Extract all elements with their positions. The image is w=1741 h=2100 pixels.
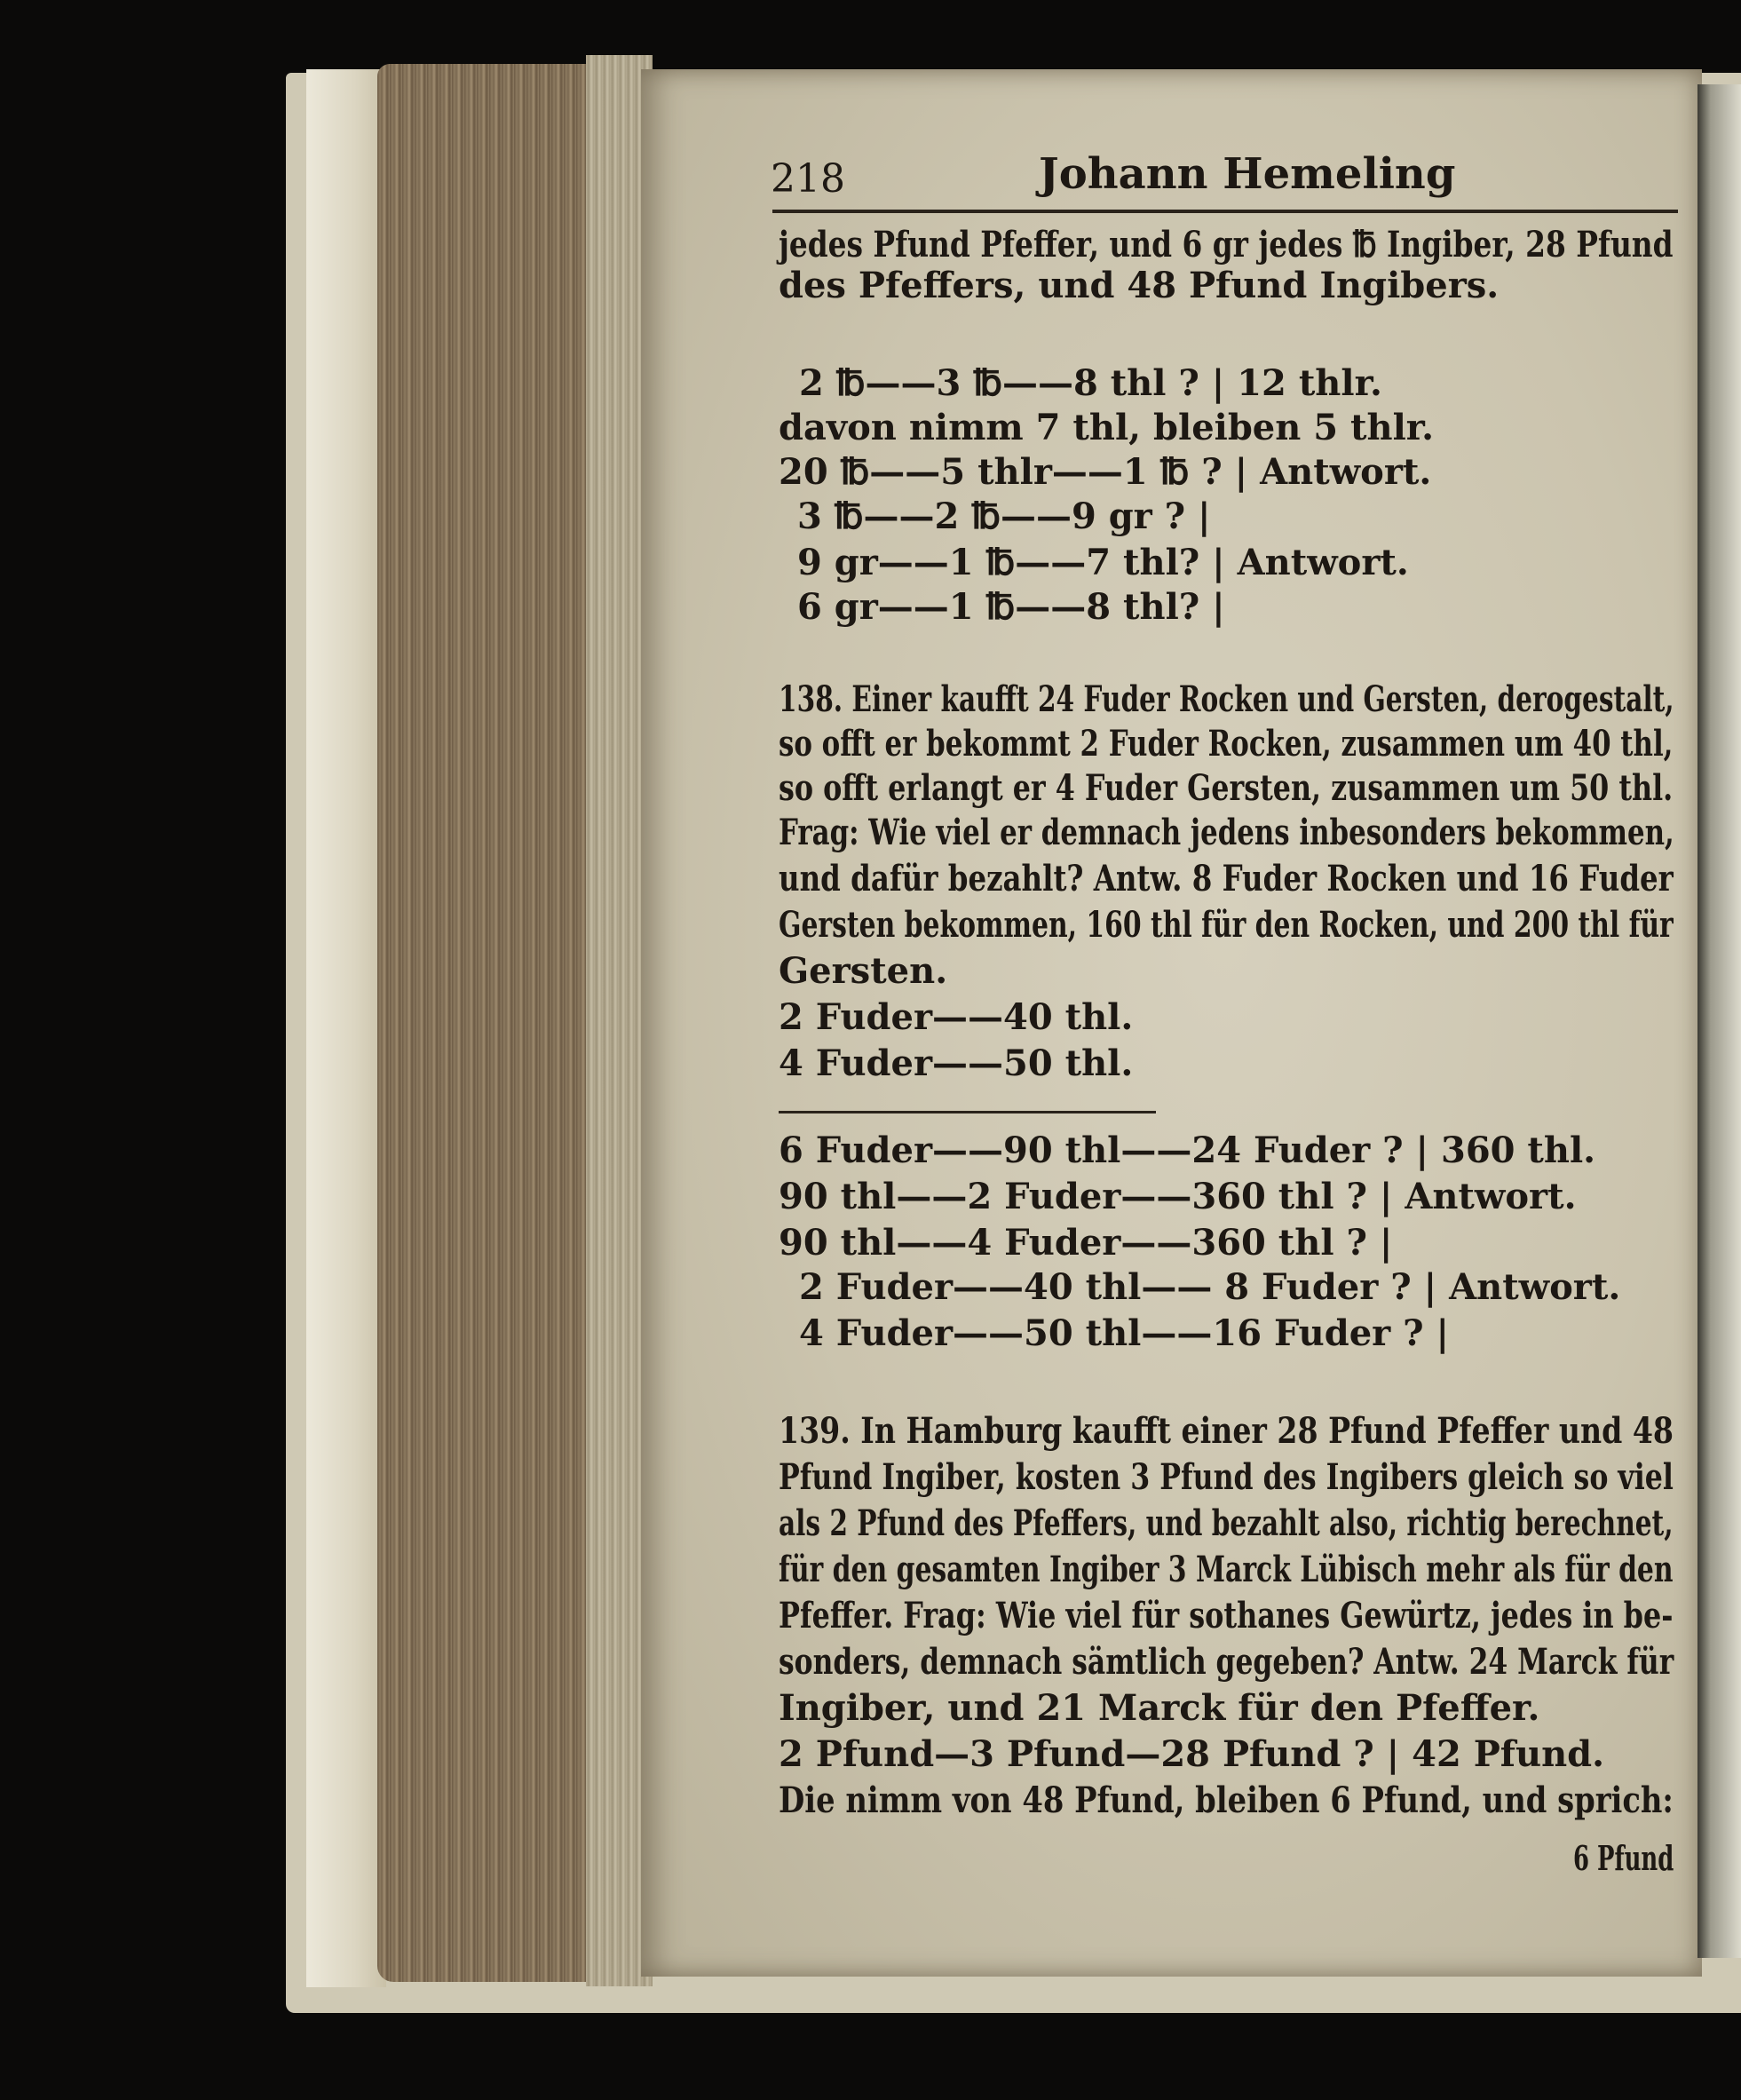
problem-139-line: Pfeffer. Frag: Wie viel für sothanes Gewürtz, jedes in be- [779,1595,1674,1636]
cover-inner-edge [306,69,386,1987]
problem-139-line: 139. In Hamburg kaufft einer 28 Pfund Pfeffer und 48 [779,1410,1674,1452]
problem-138-line: so offt erlangt er 4 Fuder Gersten, zusammen um 50 thl. [779,767,1674,809]
problem-139-line: als 2 Pfund des Pfeffers, und bezahlt also, richtig berechnet, [779,1502,1674,1544]
problem-138-line: Gersten. [779,950,948,992]
text-line: des Pfeffers, und 48 Pfund Ingibers. [779,265,1500,306]
calc-line: 2 Pfund—3 Pfund—28 Pfund ? | 42 Pfund. [779,1733,1605,1775]
header-rule [772,210,1678,213]
problem-138-line: Frag: Wie viel er demnach jedens inbesonders bekommen, [779,812,1674,853]
calc-line: 2 Fuder——40 thl—— 8 Fuder ? | Antwort. [799,1266,1621,1308]
page-number: 218 [771,156,845,202]
catchword: 6 Pfund [1573,1838,1674,1878]
problem-138-line: und dafür bezahlt? Antw. 8 Fuder Rocken und 16 Fuder [779,858,1674,899]
calc-line: davon nimm 7 thl, bleiben 5 thlr. [779,407,1435,448]
sum-rule [779,1111,1156,1113]
calc-line: 2 Fuder——40 thl. [779,996,1134,1038]
calc-line: 6 gr——1 ℔——8 thl? | [797,586,1225,628]
calc-line: 2 ℔——3 ℔——8 thl ? | 12 thlr. [799,362,1382,404]
problem-139-line: Pfund Ingiber, kosten 3 Pfund des Ingibers gleich so viel [779,1456,1674,1498]
problem-138-line: so offt er bekommt 2 Fuder Rocken, zusammen um 40 thl, [779,723,1674,765]
problem-138-line: 138. Einer kaufft 24 Fuder Rocken und Gersten, derogestalt, [779,678,1674,720]
calc-line: 3 ℔——2 ℔——9 gr ? | [797,495,1211,537]
problem-139-line: sonders, demnach sämtlich gegeben? Antw. 24 Marck für [779,1641,1674,1683]
calc-line: Die nimm von 48 Pfund, bleiben 6 Pfund, und sprich: [779,1779,1674,1821]
problem-139-line: Ingiber, und 21 Marck für den Pfeffer. [779,1687,1540,1729]
problem-138-line: Gersten bekommen, 160 thl für den Rocken, und 200 thl für [779,904,1674,946]
problem-139-line: für den gesamten Ingiber 3 Marck Lübisch mehr als für den [779,1549,1674,1590]
calc-line: 90 thl——4 Fuder——360 thl ? | [779,1222,1393,1264]
running-head: Johann Hemeling [1039,149,1456,199]
calc-line: 9 gr——1 ℔——7 thl? | Antwort. [797,542,1409,583]
facing-page-edge [1697,84,1741,1958]
calc-line: 90 thl——2 Fuder——360 thl ? | Antwort. [779,1176,1577,1217]
calc-line: 20 ℔——5 thlr——1 ℔ ? | Antwort. [779,451,1432,493]
calc-line: 4 Fuder——50 thl. [779,1042,1134,1084]
calc-line: 6 Fuder——90 thl——24 Fuder ? | 360 thl. [779,1129,1596,1171]
calc-line: 4 Fuder——50 thl——16 Fuder ? | [799,1312,1450,1354]
text-line: jedes Pfund Pfeffer, und 6 gr jedes ℔ Ingiber, 28 Pfund [779,224,1674,265]
